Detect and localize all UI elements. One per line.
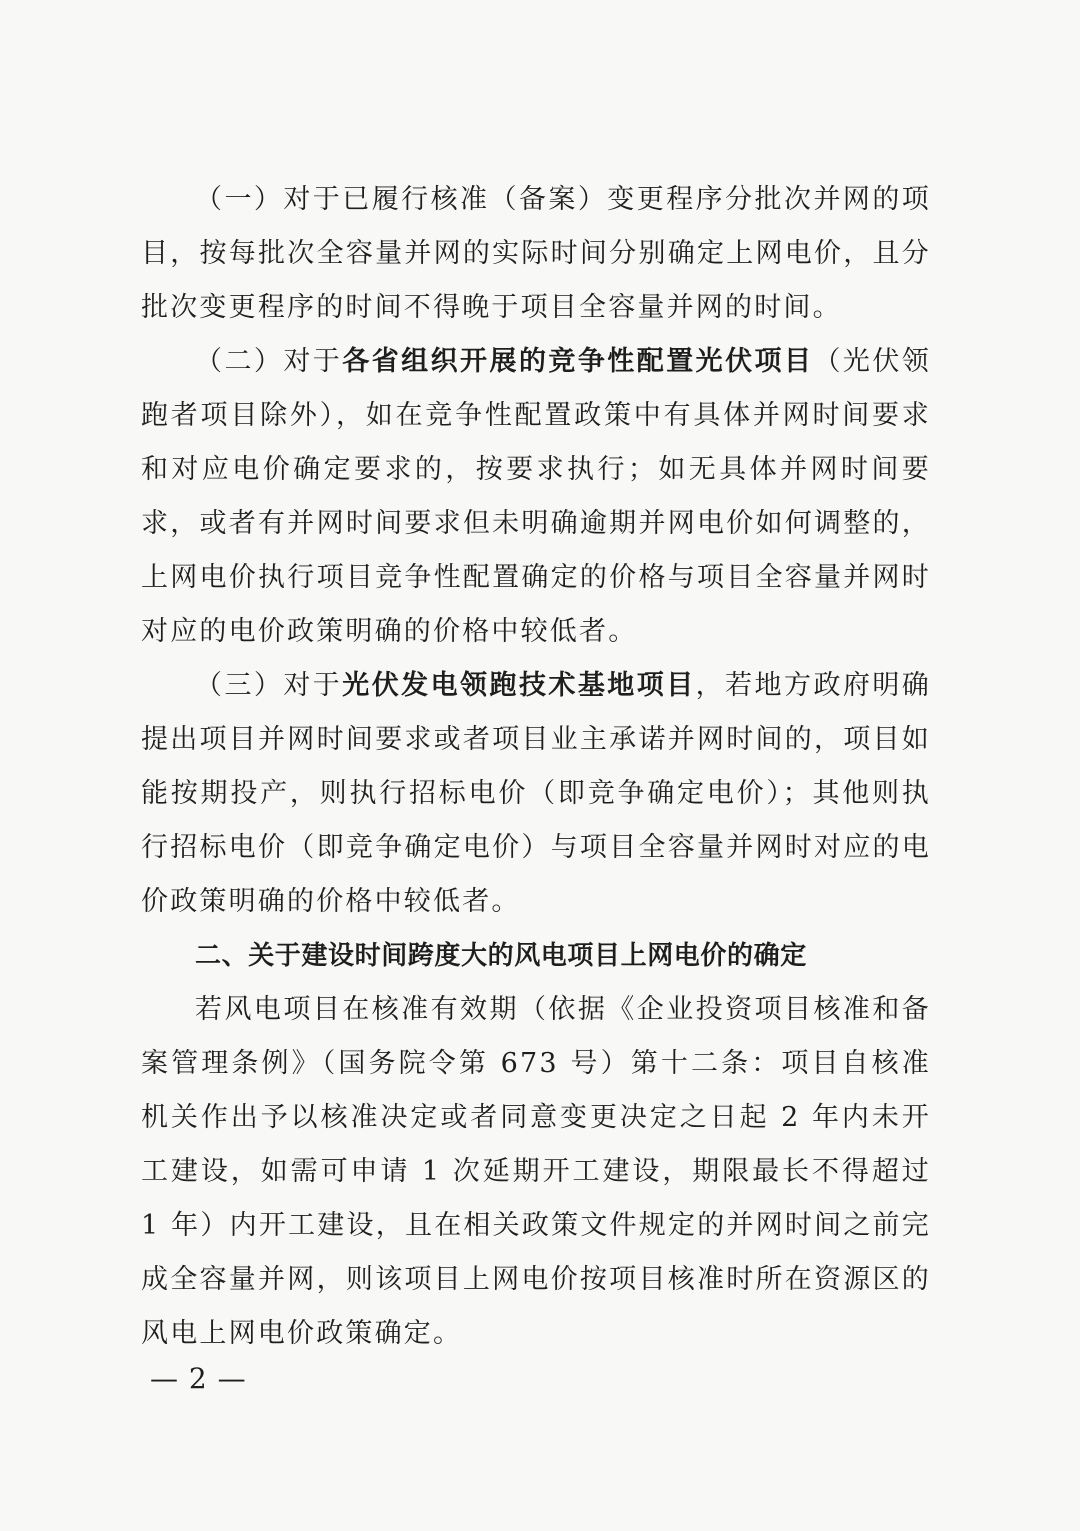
paragraph-2-rest: （光伏领跑者项目除外），如在竞争性配置政策中有具体并网时间要求和对应电价确定要求的，按要求执行；如无具体并网时间要求，或者有并网时间要求但未明确逾期并网电价如何调整的，上网电价执行项目竞争性配置确定的价格与项目全容量并网时对应的电价政策明确的价格中较低者。 bbox=[141, 346, 932, 647]
paragraph-3-bold: 光伏发电领跑技术基地项目 bbox=[342, 670, 696, 701]
section-heading-2: 二、关于建设时间跨度大的风电项目上网电价的确定 bbox=[195, 941, 807, 971]
body-text bbox=[141, 173, 931, 1361]
paragraph-3-prefix: （三）对于 bbox=[195, 670, 343, 701]
paragraph-3-rest: ，若地方政府明确提出项目并网时间要求或者项目业主承诺并网时间的，项目如能按期投产，则执行招标电价（即竞争确定电价）；其他则执行招标电价（即竞争确定电价）与项目全容量并网时对应的电价政策明确的价格中较低者。 bbox=[141, 670, 932, 917]
paragraph-2-prefix: （二）对于 bbox=[195, 346, 343, 377]
paragraph-3 bbox=[141, 659, 931, 929]
paragraph-2 bbox=[141, 335, 931, 659]
paragraph-2-bold: 各省组织开展的竞争性配置光伏项目 bbox=[342, 346, 814, 377]
page-number: — 2 — bbox=[150, 1362, 247, 1395]
paragraph-4: 若风电项目在核准有效期（依据《企业投资项目核准和备案管理条例》（国务院令第 673 号）第十二条：项目自核准机关作出予以核准决定或者同意变更决定之日起 2 年内未开工建设，如需可申请 1 次延期开工建设，期限最长不得超过 1 年）内开工建设，且在相关政策文件规定的并网时间之前完成全容量并网，则该项目上网电价按项目核准时所在资源区的风电上网电价政策确定。 bbox=[141, 994, 931, 1349]
paragraph-1: （一）对于已履行核准（备案）变更程序分批次并网的项目，按每批次全容量并网的实际时间分别确定上网电价，且分批次变更程序的时间不得晚于项目全容量并网的时间。 bbox=[141, 184, 931, 323]
